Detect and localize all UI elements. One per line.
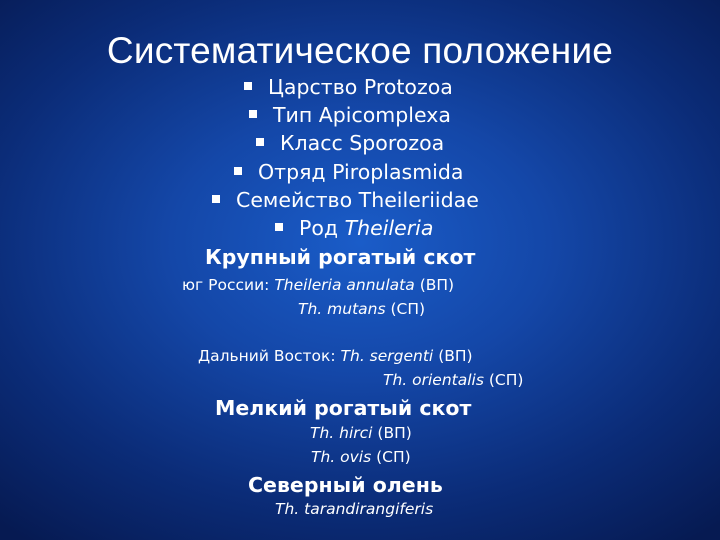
cattle-heading: Крупный рогатый скот: [205, 245, 476, 269]
square-bullet-icon: [244, 82, 252, 90]
small-cattle-row: [310, 424, 412, 442]
species-name: Theileria annulata: [274, 276, 415, 294]
taxon-kingdom: [244, 75, 453, 99]
host-type: (ВП): [419, 276, 455, 294]
host-type: (СП): [376, 448, 411, 466]
taxon-order: [234, 160, 463, 184]
species-name: Th. orientalis: [383, 371, 484, 389]
taxon-label: Семейство Theileriidae: [236, 188, 479, 212]
reindeer-heading: Северный олень: [248, 473, 443, 497]
host-type: (ВП): [438, 347, 473, 365]
taxon-class: [256, 131, 444, 155]
square-bullet-icon: [212, 195, 220, 203]
slide-title: Систематическое положение: [106, 30, 614, 71]
host-type: (СП): [488, 371, 524, 389]
square-bullet-icon: [249, 110, 257, 118]
region-label: юг России:: [182, 276, 270, 294]
cattle-east-row: [198, 347, 473, 365]
taxon-label: Царство Protozoa: [268, 75, 453, 99]
taxon-label: Отряд Piroplasmida: [258, 160, 464, 184]
square-bullet-icon: [234, 167, 242, 175]
square-bullet-icon: [256, 138, 264, 146]
host-type: (ВП): [377, 424, 412, 442]
taxon-family: [212, 188, 479, 212]
taxon-genus: [275, 216, 433, 240]
taxon-label: Тип Apicomplexa: [273, 103, 451, 127]
small-cattle-row-2: [311, 448, 411, 466]
taxon-label-prefix: Род: [299, 216, 345, 240]
cattle-south-row: [182, 276, 454, 294]
taxon-label: Класс Sporozoa: [280, 131, 445, 155]
species-name: Th. ovis: [311, 448, 372, 466]
host-type: (СП): [390, 300, 426, 318]
reindeer-row: [275, 500, 433, 518]
small-cattle-heading: Мелкий рогатый скот: [215, 396, 472, 420]
species-name: Th. mutans: [298, 300, 386, 318]
species-name: Th. hirci: [310, 424, 373, 442]
square-bullet-icon: [275, 223, 283, 231]
taxon-phylum: [249, 103, 451, 127]
region-label: Дальний Восток:: [198, 347, 336, 365]
species-name: Th. sergenti: [340, 347, 434, 365]
cattle-south-row-2: [298, 300, 425, 318]
taxon-genus-name: Theileria: [344, 216, 434, 240]
cattle-east-row-2: [383, 371, 523, 389]
species-name: Th. tarandirangiferis: [275, 500, 434, 518]
